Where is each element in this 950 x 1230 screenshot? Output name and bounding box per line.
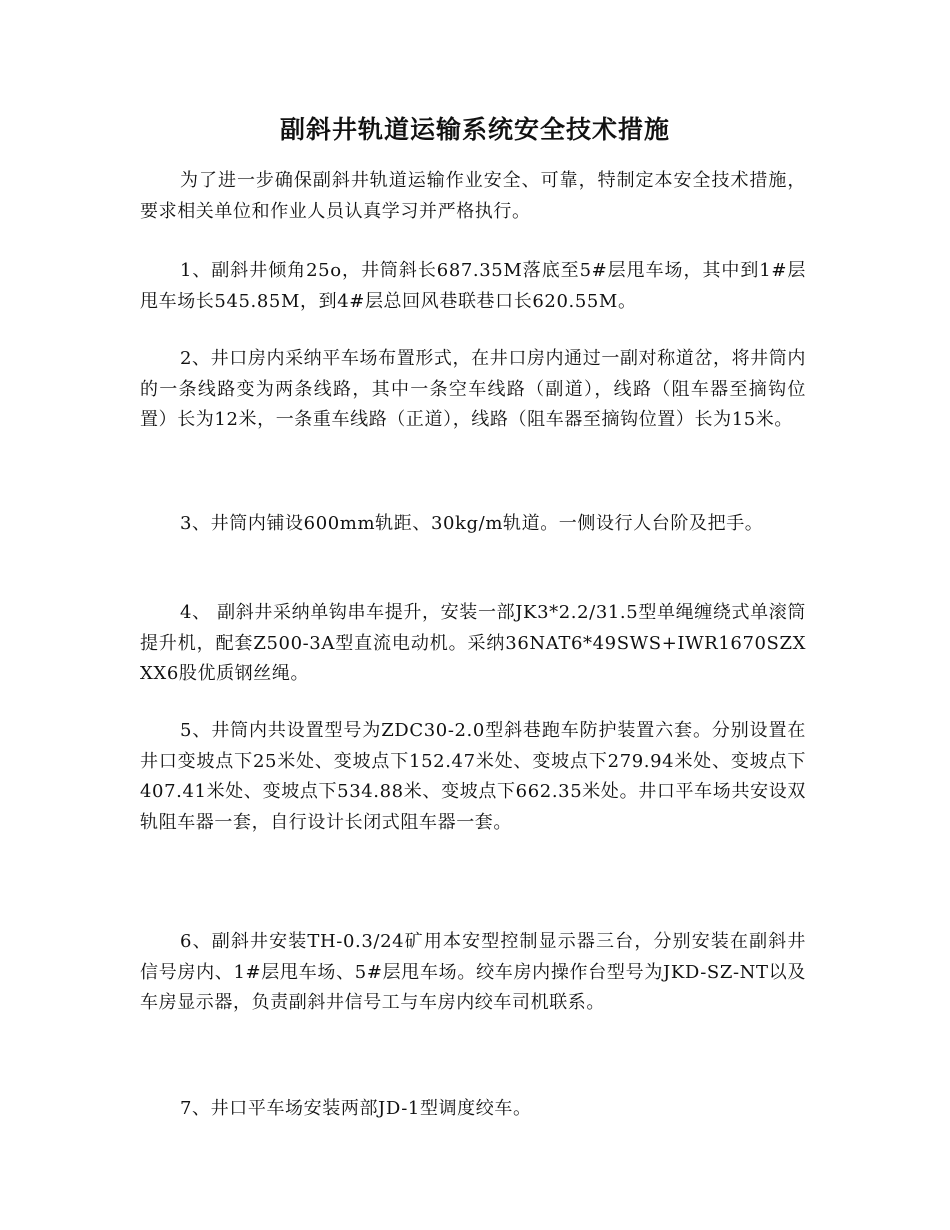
paragraph-item-3: 3、井筒内铺设600mm轨距、30kg/m轨道。一侧设行人台阶及把手。 xyxy=(180,513,764,534)
paragraph-item-4: 4、 副斜井采纳单钩串车提升，安装一部JK3*2.2/31.5型单绳缠绕式单滚筒提升机，配套Z500-3A型直流电动机。采纳36NAT6*49SWS+IWR1670SZXXX6股优质钢丝绳。 xyxy=(140,602,806,684)
document-title: 副斜井轨道运输系统安全技术措施 xyxy=(279,115,670,144)
paragraph-item-2: 2、井口房内采纳平车场布置形式，在井口房内通过一副对称道岔，将井筒内的一条线路变为两条线路，其中一条空车线路（副道），线路（阻车器至摘钩位置）长为12米，一条重车线路（正道），线路（阻车器至摘钩位置）长为15米。 xyxy=(140,348,806,430)
paragraph-item-7: 7、井口平车场安装两部JD-1型调度绞车。 xyxy=(180,1098,532,1119)
intro-paragraph: 为了进一步确保副斜井轨道运输作业安全、可靠，特制定本安全技术措施，要求相关单位和作业人员认真学习并严格执行。 xyxy=(140,170,806,222)
paragraph-item-6: 6、副斜井安装TH-0.3/24矿用本安型控制显示器三台，分别安装在副斜井信号房内、1#层甩车场、5#层甩车场。绞车房内操作台型号为JKD-SZ-NT以及车房显示器，负责副斜井信号工与车房内绞车司机联系。 xyxy=(140,931,806,1013)
paragraph-item-5: 5、井筒内共设置型号为ZDC30-2.0型斜巷跑车防护装置六套。分别设置在井口变坡点下25米处、变坡点下152.47米处、变坡点下279.94米处、变坡点下407.41米处、变坡点下534.88米、变坡点下662.35米处。井口平车场共安设双轨阻车器一套，自行设计长闭式阻车器一套。 xyxy=(140,720,806,833)
paragraph-item-1: 1、副斜井倾角25o，井筒斜长687.35M落底至5#层甩车场，其中到1#层甩车场长545.85M，到4#层总回风巷联巷口长620.55M。 xyxy=(140,260,806,312)
